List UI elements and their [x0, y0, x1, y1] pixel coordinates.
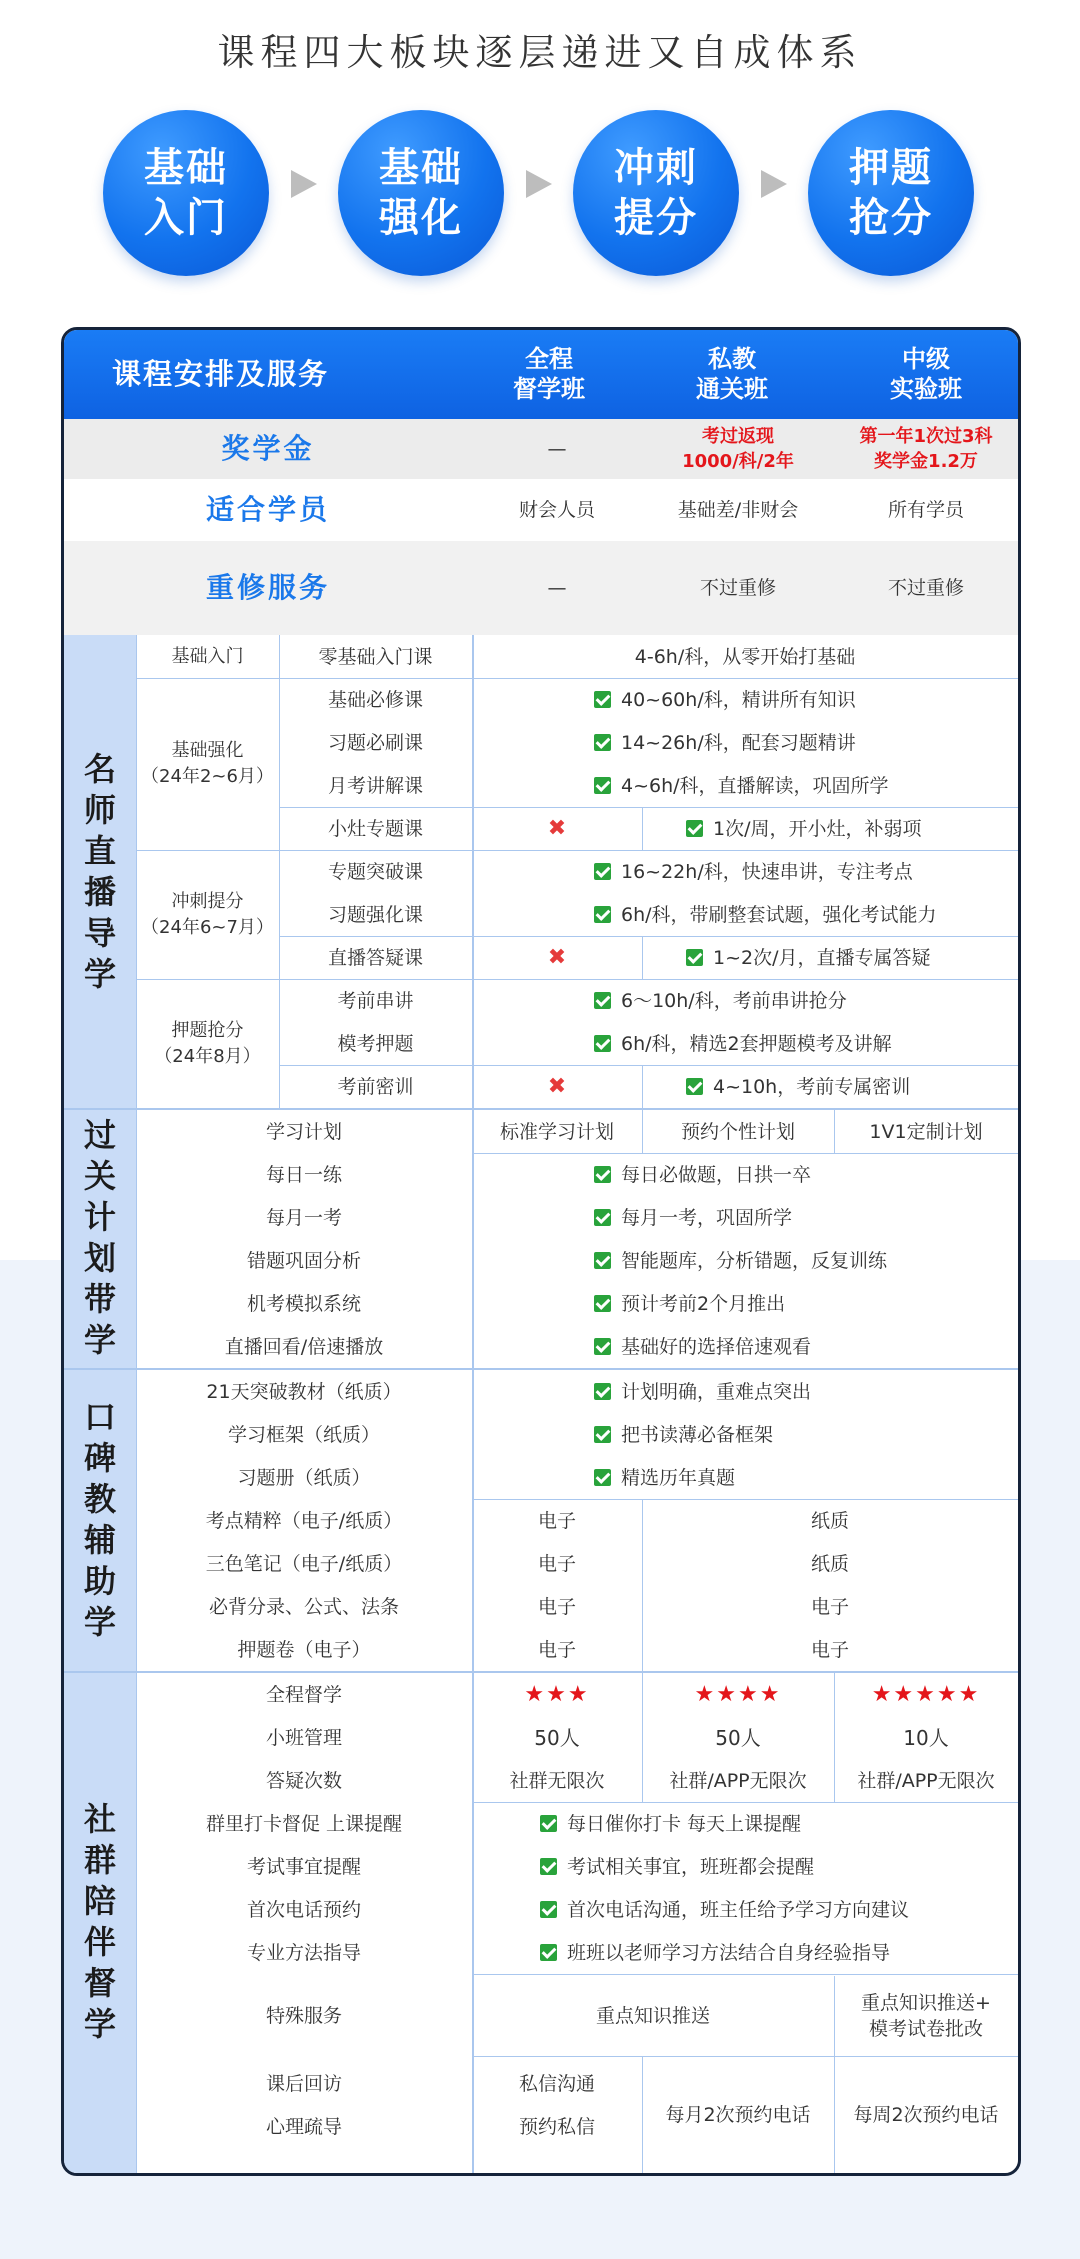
stage-group: 基础强化 （24年2~6月）: [141, 740, 274, 787]
service-item: 专业方法指导: [246, 1941, 361, 1964]
cell-text: 40~60h/科，精讲所有知识: [621, 688, 856, 711]
rating-cell: [642, 1673, 834, 1716]
cell-text: 4~10h，考前专属密训: [713, 1075, 911, 1098]
grid-line: [136, 678, 1018, 679]
cell-text: 6h/科，带刷整套试题，强化考试能力: [621, 903, 937, 926]
cell-text: 每月一考，巩固所学: [621, 1206, 793, 1229]
cell-text: 每日催你打卡 每天上课提醒: [567, 1812, 802, 1835]
row-value: 考过返现 1000/科/2年: [682, 426, 794, 472]
stage-label: 冲刺提分: [614, 145, 698, 241]
row-value: —: [547, 577, 567, 599]
plan-item: 每日一练: [265, 1163, 342, 1186]
course-desc: [472, 678, 1018, 721]
check-icon: [594, 1166, 611, 1183]
check-icon: [540, 1944, 557, 1961]
grid-line: [834, 2056, 835, 2173]
header-col-3: 中级 实验班: [890, 345, 962, 403]
material-format: 电子: [537, 1509, 576, 1532]
stage-circle-2: [338, 110, 504, 276]
grid-line: [279, 635, 280, 1108]
material-item: 考点精粹（电子/纸质）: [205, 1509, 403, 1532]
qa-times: 社群无限次: [509, 1769, 605, 1792]
check-icon: [594, 863, 611, 880]
course-item: 模考押题: [337, 1032, 414, 1055]
material-desc: [472, 1413, 1018, 1456]
arrow-right-icon: [291, 170, 317, 198]
plan-item: 机考模拟系统: [246, 1292, 361, 1315]
section-study-plan: [64, 1108, 136, 1368]
cell-text: 首次电话沟通，班主任给予学习方向建议: [567, 1898, 910, 1921]
plan-col: 1V1定制计划: [869, 1120, 983, 1143]
grid-line: [642, 1673, 643, 1802]
material-format: 电子: [537, 1595, 576, 1618]
material-format: 电子: [537, 1638, 576, 1661]
cell-text: 1次/周，开小灶，补弱项: [713, 817, 922, 840]
grid-line: [279, 936, 1018, 937]
check-icon: [594, 1338, 611, 1355]
followup: 预约私信: [518, 2115, 595, 2138]
course-desc: [642, 936, 1018, 979]
row-value: 不过重修: [887, 577, 964, 599]
grid-line: [279, 807, 1018, 808]
section-label: 社群陪伴督学: [83, 1800, 116, 2043]
course-desc: [472, 721, 1018, 764]
cell-text: 把书读薄必备框架: [621, 1423, 774, 1446]
service-item: 小班管理: [265, 1726, 342, 1749]
material-item: 习题册（纸质）: [237, 1466, 371, 1489]
section-materials: [64, 1368, 136, 1671]
course-desc: [472, 979, 1018, 1022]
arrow-right-icon: [761, 170, 787, 198]
cell-text: 考试相关事宜，班班都会提醒: [567, 1855, 815, 1878]
check-icon: [594, 1209, 611, 1226]
row-value: 第一年1次过3科 奖学金1.2万: [859, 426, 993, 472]
rating-stars-icon: ★★★: [524, 1681, 590, 1707]
course-desc: [472, 764, 1018, 807]
check-icon: [594, 691, 611, 708]
check-icon: [594, 906, 611, 923]
class-size: 50人: [715, 1725, 761, 1750]
header-title: 课程安排及服务: [112, 357, 330, 391]
plan-col: 预约个性计划: [680, 1120, 795, 1143]
section-label: 过关计划带学: [83, 1116, 116, 1359]
cell-text: 每日必做题，日拱一卒: [621, 1163, 812, 1186]
course-desc: 4-6h/科，从零开始打基础: [634, 645, 856, 668]
service-item: 心理疏导: [265, 2115, 342, 2138]
plan-col: 标准学习计划: [499, 1120, 614, 1143]
course-desc: [642, 1065, 1018, 1108]
header-col-1: 全程 督学班: [513, 345, 585, 403]
service-item: 考试事宜提醒: [246, 1855, 361, 1878]
service-desc: [472, 1845, 1018, 1888]
plan-item: 学习计划: [265, 1120, 342, 1143]
followup: 每月2次预约电话: [665, 2103, 811, 2126]
grid-line: [642, 807, 643, 850]
grid-line: [136, 979, 279, 980]
special-service: 重点知识推送: [595, 2005, 710, 2027]
grid-line: [642, 1499, 643, 1671]
material-format: 电子: [810, 1638, 849, 1661]
service-desc: [472, 1888, 1018, 1931]
service-item: 特殊服务: [265, 2005, 342, 2027]
grid-line: [834, 1110, 835, 1153]
service-item: 全程督学: [265, 1683, 342, 1706]
page-title: 课程四大板块逐层递进又自成体系: [217, 31, 863, 74]
check-icon: [540, 1815, 557, 1832]
followup: 每周2次预约电话: [853, 2103, 999, 2126]
plan-desc: [472, 1239, 1018, 1282]
course-item: 基础必修课: [327, 688, 423, 711]
grid-line: [279, 1065, 1018, 1066]
grid-line: [834, 1976, 835, 2056]
row-value: 不过重修: [699, 577, 776, 599]
rating-stars-icon: ★★★★: [694, 1681, 782, 1707]
row-label: 奖学金: [221, 432, 315, 465]
course-desc: [642, 807, 1018, 850]
cell-text: 基础好的选择倍速观看: [621, 1335, 812, 1358]
grid-line: [642, 2056, 643, 2173]
course-item: 考前密训: [337, 1075, 414, 1098]
followup: 私信沟通: [518, 2072, 595, 2095]
section-label: 口碑教辅助学: [83, 1397, 116, 1641]
section-label: 名师直播导学: [83, 749, 116, 993]
stage-label: 基础强化: [379, 145, 463, 241]
course-item: 小灶专题课: [327, 817, 423, 840]
grid-line: [279, 979, 1018, 980]
check-icon: [686, 949, 703, 966]
course-item: 月考讲解课: [327, 774, 423, 797]
stage-circle-3: [573, 110, 739, 276]
service-item: 首次电话预约: [246, 1898, 361, 1921]
grid-line: [472, 1368, 474, 1671]
plan-desc: [472, 1282, 1018, 1325]
course-item: 习题强化课: [327, 903, 423, 926]
class-size: 10人: [903, 1725, 949, 1750]
grid-line: [472, 1108, 474, 1368]
row-value: 所有学员: [887, 499, 964, 521]
cross-icon: ✖: [547, 944, 567, 970]
course-table: [61, 327, 1021, 2176]
check-icon: [594, 1469, 611, 1486]
course-unavailable: [472, 807, 642, 850]
service-desc: [472, 1931, 1018, 1974]
qa-times: 社群/APP无限次: [669, 1769, 807, 1792]
stage-circle-4: [808, 110, 974, 276]
course-desc: [472, 893, 1018, 936]
row-value: 财会人员: [518, 499, 595, 521]
stage-group: 基础入门: [171, 645, 244, 667]
check-icon: [540, 1901, 557, 1918]
check-icon: [594, 734, 611, 751]
row-label: 重修服务: [205, 571, 330, 604]
course-desc: [472, 1022, 1018, 1065]
grid-line: [136, 635, 137, 2173]
check-icon: [594, 992, 611, 1009]
grid-line: [472, 635, 474, 1108]
plan-item: 错题巩固分析: [246, 1249, 361, 1272]
plan-desc: [472, 1196, 1018, 1239]
course-item: 考前串讲: [337, 989, 414, 1012]
stage-group: 押题抢分 （24年8月）: [154, 1019, 261, 1067]
material-format: 纸质: [810, 1509, 849, 1532]
material-item: 三色笔记（电子/纸质）: [205, 1552, 403, 1575]
material-item: 押题卷（电子）: [237, 1638, 371, 1661]
plan-desc: [472, 1153, 1018, 1196]
cell-text: 14~26h/科，配套习题精讲: [621, 731, 856, 754]
plan-item: 直播回看/倍速播放: [224, 1335, 384, 1358]
course-item: 零基础入门课: [318, 645, 433, 668]
check-icon: [594, 777, 611, 794]
material-item: 学习框架（纸质）: [227, 1423, 380, 1446]
grid-line: [472, 1974, 1018, 1975]
stage-label: 押题抢分: [849, 145, 933, 241]
special-service: 重点知识推送+ 模考试卷批改: [861, 1992, 991, 2040]
cell-text: 4~6h/科，直播解读，巩固所学: [621, 774, 889, 797]
section-live-teaching: [64, 635, 136, 1108]
check-icon: [594, 1035, 611, 1052]
material-desc: [472, 1456, 1018, 1499]
row-value: 基础差/非财会: [677, 499, 799, 521]
course-desc: [472, 850, 1018, 893]
grid-line: [279, 850, 1018, 851]
rating-cell: [472, 1673, 642, 1716]
grid-line: [642, 1110, 643, 1153]
qa-times: 社群/APP无限次: [857, 1769, 995, 1792]
check-icon: [686, 820, 703, 837]
check-icon: [594, 1426, 611, 1443]
cross-icon: ✖: [547, 815, 567, 841]
row-label: 适合学员: [205, 493, 330, 526]
stage-group: 冲刺提分 （24年6~7月）: [141, 890, 274, 938]
check-icon: [594, 1295, 611, 1312]
cross-icon: ✖: [547, 1073, 567, 1099]
material-desc: [472, 1370, 1018, 1413]
grid-line: [642, 1065, 643, 1108]
cell-text: 计划明确，重难点突出: [621, 1380, 812, 1403]
cell-text: 预计考前2个月推出: [621, 1292, 786, 1315]
cell-text: 1~2次/月，直播专属答疑: [713, 946, 931, 969]
service-item: 课后回访: [265, 2072, 342, 2095]
cell-text: 智能题库，分析错题，反复训练: [621, 1249, 888, 1272]
material-item: 21天突破教材（纸质）: [206, 1380, 402, 1403]
check-icon: [594, 1383, 611, 1400]
course-item: 直播答疑课: [327, 946, 423, 969]
cell-text: 6～10h/科，考前串讲抢分: [621, 989, 847, 1012]
material-item: 必背分录、公式、法条: [208, 1595, 399, 1618]
check-icon: [594, 1252, 611, 1269]
check-icon: [540, 1858, 557, 1875]
section-community: [64, 1671, 136, 2173]
service-item: 群里打卡督促 上课提醒: [205, 1812, 403, 1835]
arrow-right-icon: [526, 170, 552, 198]
material-format: 电子: [810, 1595, 849, 1618]
cell-text: 16~22h/科，快速串讲，专注考点: [621, 860, 913, 883]
rating-stars-icon: ★★★★★: [871, 1681, 981, 1707]
grid-line: [136, 850, 279, 851]
rating-cell: [834, 1673, 1018, 1716]
class-size: 50人: [534, 1725, 580, 1750]
material-format: 电子: [537, 1552, 576, 1575]
course-unavailable: [472, 1065, 642, 1108]
plan-desc: [472, 1325, 1018, 1368]
row-value: —: [547, 438, 567, 460]
service-desc: [472, 1802, 1018, 1845]
grid-line: [642, 936, 643, 979]
check-icon: [686, 1078, 703, 1095]
stage-circle-1: [103, 110, 269, 276]
cell-text: 班班以老师学习方法结合自身经验指导: [567, 1941, 891, 1964]
course-item: 专题突破课: [327, 860, 423, 883]
cell-text: 精选历年真题: [621, 1466, 736, 1489]
cell-text: 6h/科，精选2套押题模考及讲解: [621, 1032, 892, 1055]
course-item: 习题必刷课: [327, 731, 423, 754]
grid-line: [834, 1673, 835, 1802]
table-header: [64, 330, 1018, 419]
material-format: 纸质: [810, 1552, 849, 1575]
stage-label: 基础入门: [144, 145, 228, 241]
plan-item: 每月一考: [265, 1206, 342, 1229]
grid-line: [472, 1671, 474, 2173]
course-unavailable: [472, 936, 642, 979]
header-col-2: 私教 通关班: [696, 345, 768, 403]
service-item: 答疑次数: [265, 1769, 342, 1792]
